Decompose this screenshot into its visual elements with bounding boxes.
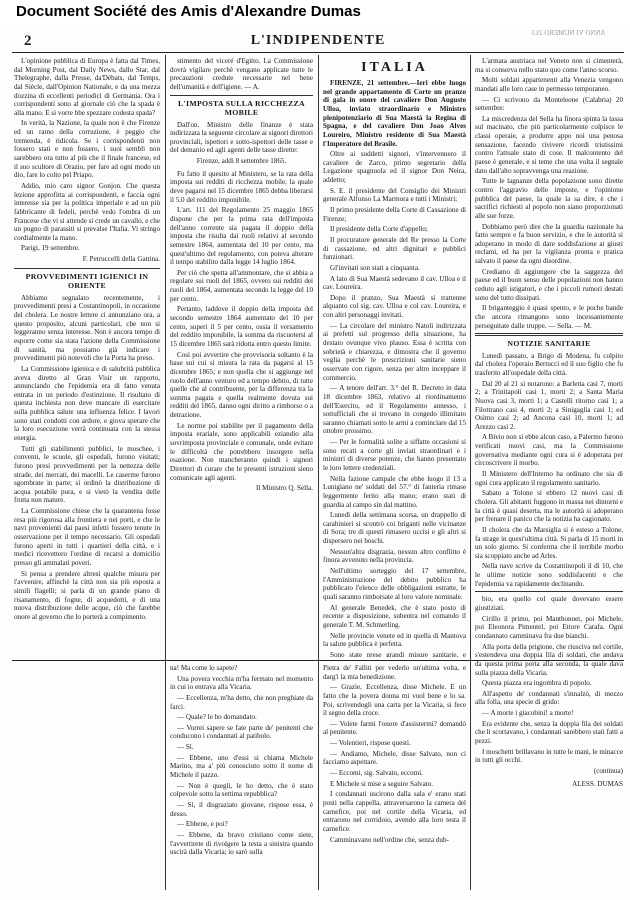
column-divider [470,55,471,890]
paragraph: Pertanto, laddove il doppio della imposta del secondo semestre 1864 aumentato del 10 per cento, superi il 5 per cento, ossia il versamento del reddito imponibile, la somma da riscuotersi al 15 dicembre 1865 sarà ridotta entro questo limite. [170,305,313,348]
paragraph: Questa piazza era ingombra di popolo. [482,679,592,688]
paragraph: A Bivio non si ebbe alcun caso, a Palermo furono verificati nuovi casi, ma la Commissione governativa mediante ogni cura si è adoperata per circoscrivere il morbo. [475,433,623,468]
paragraph: — Eccomi, sig. Salvato, eccomi. [330,769,423,778]
paragraph: Nella nave scrive da Costantinopoli il dì 10, che le ultime notizie sono soddisfacenti e che l'epidemia va rapidamente declinando. [475,562,623,588]
paragraph: — Sì, il disgraziato giovane, rispose essa, è desso. [170,800,313,818]
section-heading: ITALIA [361,60,428,75]
author-signature: F. Petruccelli della Gattina. [82,255,160,264]
paragraph: Per ciò che spetta all'ammontare, che si abbia a regolare sui ruoli del 1865, ovvero sui redditi dei ruoli del 1864, aumentata secondo la legge del 10 per cento. [170,268,313,303]
paragraph: Tutti gli stabilimenti pubblici, le moschee, i conventi, le scuole, gli ospedali, furono visitati; furono presi provvedimenti per la nettezza delle strade, dei mercati, dei macelli. Le caserme furono sgombrate in parte; si ordinò la distribuzione di acqua potabile pura, e si vietò la vendita delle frutta non mature. [14,444,160,505]
article-heading: NOTIZIE SANITARIE [507,339,591,349]
paragraph: Si pensa a prendere altresì qualche misura per l'avvenire, affinchè la città non sia più esposta a simili flagelli; si parla di un grande piano di risanamento, di fogne, di acquedotti, e di una nuova distribuzione delle acque, ciò che farebbe onore al governo che lo porterà a compimento. [14,569,160,621]
paragraph: Cirillo il primo, poi Manthonnet, poi Michele, poi Eleonora Pimentel, poi Ettore Carafa. Ogni condannato camminava fra due bianchi. [475,614,623,640]
paragraph: Una povera vecchia m'ha fermato nel momento in cui io entrava alla Vicaria. [170,674,313,692]
paragraph: — Volentieri, rispose questi. [330,739,411,748]
paragraph: Fu fatto il quesito al Ministero, se la rata della imposta sui redditi di ricchezza mobile, la quale deve pagarsi nel 15 dicembre 1865 debba liberarsi il 5.0 del reddito imponibile. [170,169,313,204]
paragraph: A lato di Sua Maestà sedevano il cav. Ulloa e il cav. Loureira. [323,274,466,292]
paragraph: Abbiamo segnalato recentemente, i provvedimenti presi a Costantinopoli, in occasione del cholera. Le nostre lettere ci annunziano ora, a questo proposito, alcuni particolari, che non si leggeranno senza interesse. Non è ancora tempo di esporre come sia stata l'azione della Commissione di sanità, ma possiamo già indicare i provvedimenti più notevoli che la Porta ha preso. [14,293,160,363]
article-heading: L'IMPOSTA SULLA RICCHEZZA MOBILE [178,98,305,118]
paragraph: Alla porta della prigione, che riusciva nel cortile, s'estendeva una doppia fila di soldati, che andava da questa prima porta alla seconda, la quale dava sulla piazza della Vicaria. [475,642,623,677]
divider [475,591,623,592]
paragraph: Addio, mio caro signor Gonjon. Che questa lezione approfitta ai corrispondenti, e faccia ogni interesse sia per la politica imperiale e ad un più fabbricante di fedeli, perchè vedo l'ombra di un Francese che vi si attende si crede un cavallo, e che un pugno di parassiti si prevalse l'Italia. Vi stringo cordialmente la mano. [14,181,160,242]
paragraph: S. E. il presidente del Consiglio dei Ministri generale Alfonso La Marmora e tutti i Ministri; [323,186,466,204]
paragraph: L'armata austriaca nel Veneto non si cimenterà, ma si conserva nello stato quo come l'anno scorso. [475,57,623,74]
column-4 [475,57,623,890]
document-banner [0,0,630,26]
paragraph: Il primo presidente della Corte di Cassazione di Firenze; [323,206,466,223]
paragraph: Lunedì della settimana scorsa, un drappello di carabinieri si scontrò coi briganti nelle vicinanze di Sora; tre di questi rimasero uccisi e gli altri si dispersero nei boschi. [323,511,466,546]
divider [14,268,160,269]
paragraph: Il presidente della Corte d'appello; [330,225,428,234]
paragraph: Era evidente che, senza la doppia fila dei soldati che li scortavano, i condannati sarebbero stati fatti a pezzi. [475,719,623,745]
paragraph: — Sì. [177,743,194,752]
paragraph: FIRENZE, 21 settembre.—Ieri ebbe luogo nel grande appartamento di Corte un pranzo di gala in onore del cavaliere Don Augusto Ulloa, inviato straordinario e Ministro plenipotenziario di Sua Maestà la Regina di Spagna, e del cavaliere Don Joao Alves Loureiro, Ministro residente di Sua Maestà l'Imperatore del Brasile. [323,79,466,148]
divider [475,333,623,336]
paragraph: I moschetti brillavano in tutte le mani, le minacce in tutti gli occhi. [475,747,623,765]
dateline: Firenze, addì 8 settembre 1865. [196,157,287,166]
feuilleton-column-2 [170,664,313,890]
paragraph: — A morte i giacobini! a morte! [482,709,574,718]
paragraph: Oltre ai suddetti signori, v'intervennero il cavaliere de Zarco, primo segretario della Legazione spagnuola ed il signor Don Neira, addetto; [323,150,466,185]
author-signature: ALESS. DUMAS [572,779,623,788]
paragraph: Il procuratore generale del Re presso la Corte di cassazione, ed altri dignitari e pubblici funzionari. [323,235,466,262]
paragraph: — Ci scrivono da Monteleone (Calabria) 20 settembre: [475,95,623,113]
masthead [12,27,624,51]
paragraph: — Volete farmi l'onore d'assistermi? domandò al penitente. [323,719,466,737]
bleed-through-text: ANNO VI NUMERO 213 [532,29,606,37]
paragraph: Nell'ultimo sorteggio del 17 settembre, l'Amministrazione del debito pubblico ha pubblicato l'elenco delle obbligazioni estratte, le quali saranno rimborsate al loro valore nominale. [323,567,466,601]
paragraph: — Ebbene, da bravo cristiano come siete, l'avvertirete di rivolgere la testa a sinistra quando uscirà dalla Vicaria; io sarò sulla [170,830,313,857]
paragraph: Il cholera che da Marsiglia si è esteso a Tolone, fa strage in quest'ultima città. Si parla di 15 morti in un solo giorno. Si conferma che il terribile morbo sia scoppiato anche ad Arles. [475,525,623,560]
minister-signature: Il Ministro Q. Sella. [256,484,313,493]
paragraph: La miscredenza del Sella ha finora spinta la tassa sul macinato, che più particolarmente colpisce le classi operaie, a produrre appo noi una penosa sensazione, facendo rivivere ricordi tristissimi contro l'attuale stato di cose. Il malcontento del paese è generale, e si teme che una volta il segnale dato dall'alto sopravvenga una reazione. [475,114,623,175]
paragraph: Il Ministero dell'Interno ha ordinato che sia di ogni cura applicato il regolamento sanitario. [475,470,623,487]
continua-note: (continua) [593,766,623,775]
paragraph: na! Ma come lo sapete? [170,664,238,672]
column-2 [170,57,313,657]
paragraph: In verità, la Nazione, la quale non è che Firenze ed un ramo della corruzione, è peggio che tremenda, è ridicola. Se i corrispondenti non fossero stati e non fossero, i suoi sembli non sarebbero ora tutto al più che il finale francese, ed il suo scultore di Orazio, per fare ad ogni modo un dio, fare lo colto pel Priapo. [14,119,160,180]
article-heading: PROVVEDIMENTI IGIENICI IN ORIENTE [25,271,149,291]
paragraph: Nelle provincie venete ed in quella di Mantova la salute pubblica è perfetta. [323,631,466,649]
paragraph: L'opinione pubblica di Europa è fatta dal Times, dal Morning Post, dal Daily News, dallo Star, dal Thelegraphe, dalla Presse, da'Débats, dal Temps, dal Siècle, dall'Opinion Nationale, e da una mezza dozzina di eccellenti periodici di Germania. Ora i corrispondenti sono al giornale ciò che la spada è alla mano. E si vorre bbe spezzare codesta spada? [14,57,160,117]
paragraph: Crediamo di aggiungere che la saggezza del paese ed il buon senso delle popolazioni non hanno ceduto agli istigatori, e che i piccoli rumori destati sono del tutto dissipati. [475,267,623,302]
paragraph: Dopo il pranzo, Sua Maestà si trattenne alquanto col sig. cav. Ulloa e col cav. Loureira, e con altri personaggi invitati. [323,293,466,320]
paragraph: — Quale? le ho domandato. [177,713,257,722]
paragraph: Le norme poi stabilite per il pagamento della imposta erariale, sono applicabili eziandio alla sovrimposta provinciale e comunale, onde evitare le difficoltà che potrebbero insorgere nella esazione. Non mancheranno quindi i signori Direttori di curare che le presenti istruzioni sieno comunicate agli agenti. [170,421,313,482]
paragraph: Pietra de' Falliti per vederlo un'ultima volta, e darg'i la mia benedizione. [323,664,466,681]
paragraph: Dobbiamo però dire che la guardia nazionale ha fatto sempre e fa buon servizio, e che le autorità si adoperano in modo di dare soddisfazione ai giusti reclami, ed ha per la vigilanza pronta e pratica salvato il paese da ogni disordine. [475,222,623,266]
paragraph: — Eccellenza, m'ha detto, che non preghiate da farci. [170,693,313,711]
paragraph: Parigi, 19 settembre. [21,244,80,253]
masthead-rule [12,52,624,53]
paragraph: stimento del viceré d'Egitto. La Commissione dovrà vigilare perchè vengano applicate tutte le precauzioni credute necessarie nel bene dell'umanità e dell'igiene. — A. [170,57,313,91]
paragraph: Camminavano nell'ordine che, senza dub- [330,835,449,844]
paragraph: Tutte le lagnanze della popolazione sono dirette contro l'aggravio delle imposte, e l'opinione pubblica del paese, la quale la sa dire, è che i sacrifici richiesti al popolo non siano proporzionati alle sue forze. [475,177,623,220]
paragraph: — A tenore dell'art. 3.° del R. Decreto in data 18 dicembre 1863, relativo al riordinamento dell'Esercito, ed il Regolamento annesso, i sottufficiali che si trovano in congedo illimitato saranno chiamati sotto le armi a cominciare dal 15 ottobre prossimo. [323,384,466,436]
paragraph: Nella fazione campale che ebbe luogo il 13 a Lunigiano ne' soldati del 57.° di fanteria rimase leggermente ferito alla mano; erano stati di guardia al campo sin dal mattino. [323,474,466,509]
paragraph: La Commissione chiese che la quarantena fosse resa più rigorosa alla frontiera e nei porti, e che le navi provenienti dai paesi infetti fossero tenute in osservazione per il tempo necessario. Gli ospedali furono aperti in tutti i quartieri della città, e i medici ricevettero l'ordine di recarsi a domicilio presso gli ammalati poveri. [14,507,160,567]
paragraph: — Grazie, Eccellenza, disse Michele. E un fatto che la povera donna mi vuol bene e lo sa. Poi, scrivendogli una carta per la Vicaria, si fece il segno della croce. [323,683,466,718]
paragraph: All'aspetto de' condannati s'innalzò, di mezzo alla folla, una specie di grido: [475,689,623,707]
paragraph: — Andiamo, Michele, disse Salvato, non ci facciamo aspettare. [323,749,466,767]
paragraph: Così poi avvertire che provvisoria soltanto è la base sui cui si misura la rata da pagarsi al 15 dicembre 1865; e non quella che si aggiunge nel ruolo dell'anno venturo ed a tempo debito, di tutte quelle che al contribuente, per la differenza tra la somma pagata e quella realmente dovuta sui redditi del 1865, danno ogni diritto a rimborso o a detrazione. [170,350,313,420]
paragraph: — Ebbene, uno d'essi si chiama Michele Marino, ma a' più conosciuto sotto il nome di Michele il pazzo. [170,753,313,780]
page-number: 2 [24,33,32,49]
paragraph: Dal 20 al 21 si notarono: a Barletta casi 7, morti 2; a Trinitapoli casi 1, morti 2; a Santa Maria Nuova casi 3, morti 1; a Castelli ritorno casi 1; a Filottrano casi 4, morti 2; a Sinigaglia casi 1; ed Osimo casi 2; ad Ancona casi 10, morti 1; ad Arezzo casi 2. [475,379,623,431]
paragraph: Il briganteggio è quasi spento, e le poche bande che ancora rimangono sono incessantemente perseguitate dalle truppe. — Sella. — M. [475,304,623,330]
paragraph: — Vorrei sapere se fate parte de' penitenti che conducono i condannati al patibolo. [170,723,313,741]
column-1 [14,57,160,890]
paragraph: L'art. 111 del Regolamento 25 maggio 1865 dispone che per la prima rata dell'imposta dell'anno corrente sia pagata il doppio della imposta che risulta dai ruoli relativi al secondo semestre 1864, aumentata del 10 per cento, ma quest'ultimo del regolamento, con poteva alterare il tempo stabilito dalla legge 14 luglio 1864. [170,206,313,267]
divider [170,95,313,96]
column-divider [318,55,319,890]
paragraph: — Ebbene, e poi? [177,820,228,829]
paragraph: Molti soldati appartenenti alla Venezia vengono mandati alle loro case in permesso temporaneo. [475,76,623,93]
banner-title: Document Société des Amis d'Alexandre Dumas [16,3,361,20]
paragraph: Al generale Benedek, che è stato posto di recente a disposizione, subentra nel comando il generale T. M. Schmerling. [323,603,466,629]
paragraph: — La circolare del ministro Natoli indirizzata ai prefetti sul progresso della situazione, ha destato ovunque vivo plauso. Essa è scritta con sobrietà e chiarezza, e dimostra che il governo veglia perchè le prescrizioni sanitarie sieno osservate con rigore, senza per altro inceppare il commercio. [323,321,466,382]
paragraph: Lunedì passato, a Brigo di Modena, fu colpito dal cholera l'operaio Bertucci ed il suo figlio che fu trasferito all'ospedale della città. [475,351,623,377]
paragraph: Sabato a Tolone si ebbero 12 nuovi casi di cholera. Gli abitanti fuggono in massa nei dintorni e la città è quasi deserta, ma le autorità si adoperano per frenare il panico che la notizia ha cagionato. [475,489,623,524]
column-divider [165,55,166,890]
paragraph: bio, era quello col quale dovevano essere giustiziati. [475,595,623,613]
paragraph: — Per le formalità solite a siffatte occasioni si sono recati a corte gli inviati straordinari e i ministri di diverse potenze, che hanno presentato le loro lettere credenziali. [323,438,466,472]
column-3 [323,57,466,657]
paragraph: Nessun'altra disgrazia, nessun altro conflitto è finora avvenuto nella provincia. [323,547,466,565]
paragraph: Dall'on. Ministro delle finanze è stata indirizzata la seguente circolare ai signori direttori provinciali, ispettori e sotto-ispettori delle tasse e del demanio ed agli agenti delle tasse dirette: [170,120,313,155]
paragraph: — Non è quegli, le ho detto, che è stato colpevole sotto la settima repubblica? [170,781,313,799]
paragraph: Sono state prese grandi misure sanitarie, e [330,650,466,657]
paragraph: E Michele si mise a seguire Salvato. [330,779,434,788]
newspaper-title: L'INDIPENDENTE [250,33,386,48]
feuilleton-column-3 [323,664,466,890]
paragraph: I condannati uscirono dalla sala e' erano stati posti nella cappella, attraversarono la camera del carnefice, poi nel cortile della Vicaria, ed entrarono nel corridoio, avendo alla loro testa il carnefice. [323,790,466,833]
paragraph: Gl'invitati son stati a cinquanta. [330,263,420,272]
paragraph: La Commissione igienica e di salubrità pubblica aveva diretto al Gran Visir un rapporto, annunciando che l'epidemia era di fatto venuta entrata in un periodo d'estinzione. Il risultato di questa inchiesta non deve mancare di esercitare sulla pubblica salute una influenza felice. I lavori sono stati condotti con ardore, e giova sperare che la loro esecuzione verrà continuata con la stessa energia. [14,364,160,442]
